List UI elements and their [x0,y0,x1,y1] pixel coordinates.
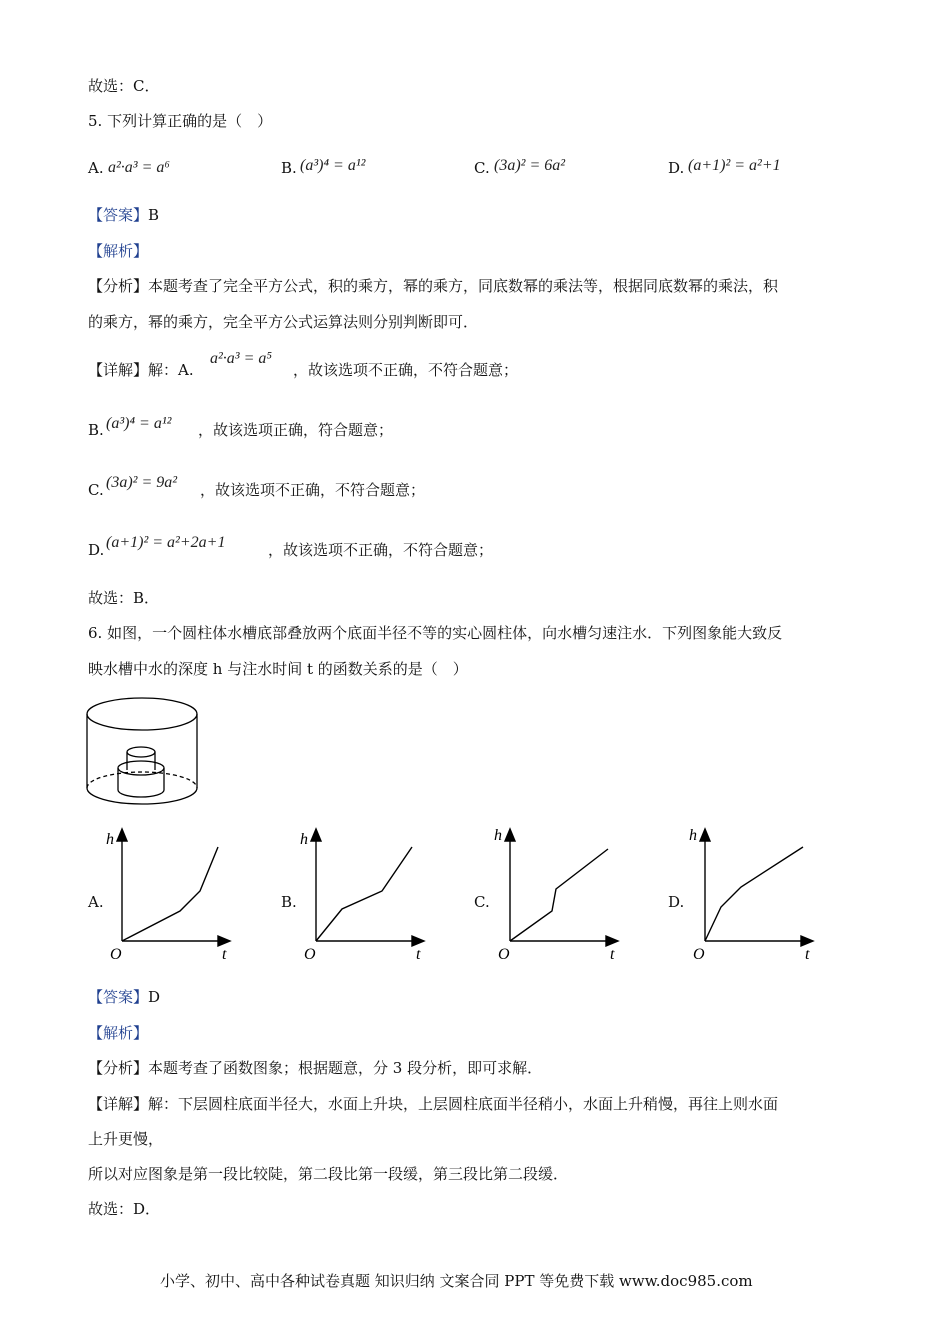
q6-graph-b [294,825,434,965]
q5-option-c-label: C. [474,159,490,177]
q5-c-expr: (3a)² = 9a² [106,474,178,491]
q6-xiangjie-line3: 所以对应图象是第一段比较陡，第二段比第一段缓，第三段比第二段缓． [88,1165,569,1183]
q5-d-expr: (a+1)² = a²+2a+1 [106,534,226,551]
graph-c-x-label: t [610,946,615,963]
q6-graph-d [683,825,823,965]
graph-d-x-label: t [805,946,810,963]
q5-analysis-tag [88,241,148,261]
analysis-tag: 【解析】 [88,1024,149,1042]
page-footer: 小学、初中、高中各种试卷真题 知识归纳 文案合同 PPT 等免费下载 www.doc985.com [160,1272,753,1290]
answer-tag: 【答案】 [88,988,149,1006]
q6-graph-c-label: C. [474,893,490,911]
q5-d-text: ，故该选项不正确，不符合题意； [268,541,494,559]
graph-d-curve [705,847,803,941]
q5-answer-line [88,205,159,225]
graph-b-origin: O [304,946,316,963]
graph-d-origin: O [693,946,705,963]
graph-b-x-label: t [416,946,421,963]
q5-conclusion: 故选：B． [88,589,160,607]
graph-a-curve [122,847,218,941]
q5-option-c-expr: (3a)² = 6a² [494,157,566,174]
q5-d-label: D. [88,541,105,559]
q5-b-label: B. [88,421,104,439]
q6-xiangjie-line2: 上升更慢， [88,1130,164,1148]
tank-illustration [84,690,204,815]
q5-fenxi-text1: 本题考查了完全平方公式，积的乘方，幂的乘方，同底数幂的乘法等，根据同底数幂的乘法，积 [148,277,779,295]
fenxi-tag: 【分析】 [88,1059,149,1077]
q6-graph-a-label: A. [88,893,104,911]
q6-answer: D [148,988,161,1006]
q5-b-expr: (a³)⁴ = a¹² [106,415,172,432]
q5-c-text: ，故该选项不正确，不符合题意； [200,481,426,499]
graph-b-curve [316,847,412,941]
graph-a-origin: O [110,946,122,963]
q5-a-expr: a²·a³ = a⁵ [210,350,272,367]
q6-graph-c [488,825,628,965]
graph-a-y-label: h [106,831,114,848]
q5-option-a-expr: a²·a³ = a⁶ [108,159,170,176]
q6-xiangjie-text1: 解：下层圆柱底面半径大，水面上升块，上层圆柱底面半径稍小，水面上升稍慢，再往上则水面 [148,1095,779,1113]
analysis-tag: 【解析】 [88,242,149,260]
q6-stem-line2: 映水槽中水的深度 h 与注水时间 t 的函数关系的是（ ） [88,660,468,678]
graph-d-y-label: h [689,827,697,844]
q6-conclusion: 故选：D． [88,1200,161,1218]
q5-option-d-expr: (a+1)² = a²+1 [688,157,781,174]
q5-fenxi-line2: 的乘方，幂的乘方，完全平方公式运算法则分别判断即可． [88,313,479,331]
graph-c-y-label: h [494,827,502,844]
q6-fenxi-text: 本题考查了函数图象；根据题意，分 3 段分析，即可求解． [148,1059,543,1077]
xiangjie-tag: 【详解】 [88,1095,149,1113]
q5-a-text: ，故该选项不正确，不符合题意； [293,361,519,379]
q6-analysis-tag [88,1023,148,1043]
q5-option-b-expr: (a³)⁴ = a¹² [300,157,366,174]
q5-option-b-label: B. [281,159,297,177]
q5-option-d-label: D. [668,159,685,177]
q5-answer: B [148,206,160,224]
xiangjie-prefix: 解：A. [148,361,194,379]
q5-fenxi-line1 [88,276,778,296]
graph-b-y-label: h [300,831,308,848]
q6-stem-line1: 6. 如图，一个圆柱体水槽底部叠放两个底面半径不等的实心圆柱体，向水槽匀速注水．下列图象能大致反 [88,624,783,642]
q6-fenxi-line [88,1058,542,1078]
graph-a-x-label: t [222,946,227,963]
q5-option-a-label: A. [88,159,104,177]
fenxi-tag: 【分析】 [88,277,149,295]
q6-answer-line [88,987,160,1007]
q6-graph-d-label: D. [668,893,685,911]
graph-c-curve [510,849,608,941]
q5-c-label: C. [88,481,104,499]
q5-b-text: ，故该选项正确，符合题意； [198,421,394,439]
q6-xiangjie-line1 [88,1094,778,1114]
answer-tag: 【答案】 [88,206,149,224]
graph-c-origin: O [498,946,510,963]
q5-stem: 5. 下列计算正确的是（ ） [88,112,273,130]
xiangjie-tag: 【详解】 [88,361,149,379]
q6-graph-a [100,825,240,965]
q6-graph-b-label: B. [281,893,297,911]
q5-xiangjie-a [88,360,194,380]
previous-conclusion: 故选：C． [88,77,160,95]
